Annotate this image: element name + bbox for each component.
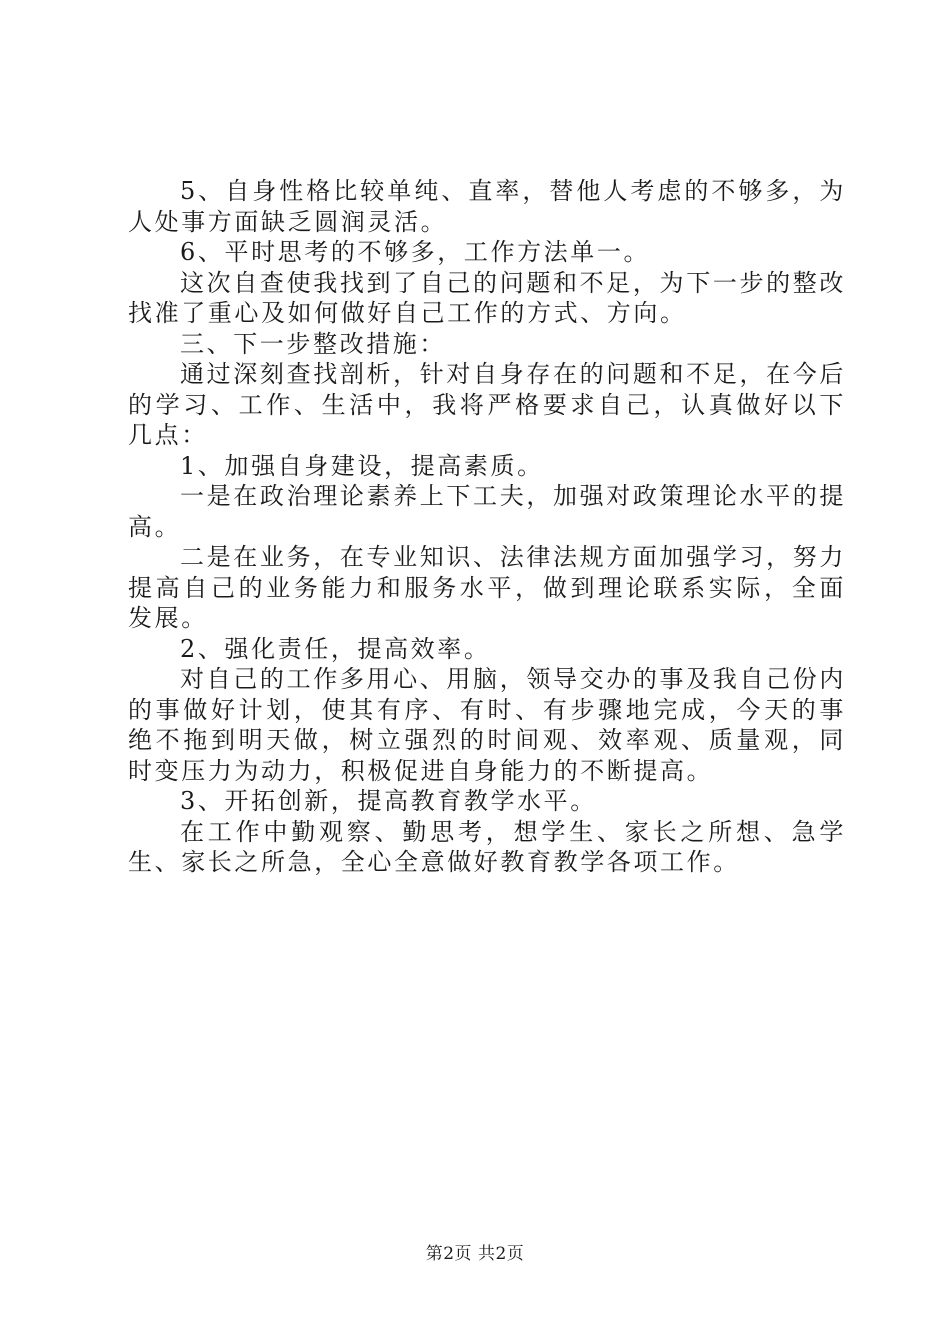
measure-heading-1: 1、加强自身建设，提高素质。: [180, 451, 544, 480]
paragraph-measure-1-b: 二是在业务，在专业知识、法律法规方面加强学习，努力提高自己的业务能力和服务水平，做到理论联系实际，全面发展。: [128, 543, 846, 632]
measure-heading-2: 2、强化责任，提高效率。: [180, 634, 491, 663]
paragraph-item-6: 6、平时思考的不够多，工作方法单一。: [180, 238, 651, 266]
paragraph-self-check-summary: 这次自查使我找到了自己的问题和不足，为下一步的整改找准了重心及如何做好自己工作的方式、方向。: [128, 268, 846, 327]
document-body: [128, 176, 846, 878]
paragraph-measure-1-a: 一是在政治理论素养上下工夫，加强对政策理论水平的提高。: [128, 482, 846, 541]
page-number-footer: 第2页 共2页: [425, 1244, 525, 1264]
section-heading-next-steps: 三、下一步整改措施：: [180, 329, 446, 358]
paragraph-measure-2: 对自己的工作多用心、用脑，领导交办的事及我自己份内的事做好计划，使其有序、有时、有步骤地完成，今天的事绝不拖到明天做，树立强烈的时间观、效率观、质量观，同时变压力为动力，积极促进自身能力的不断提高。: [128, 665, 846, 785]
paragraph-measure-3: 在工作中勤观察、勤思考，想学生、家长之所想、急学生、家长之所急，全心全意做好教育教学各项工作。: [128, 817, 846, 876]
paragraph-item-5: 5、自身性格比较单纯、直率，替他人考虑的不够多，为人处事方面缺乏圆润灵活。: [128, 177, 846, 236]
paragraph-next-steps-intro: 通过深刻查找剖析，针对自身存在的问题和不足，在今后的学习、工作、生活中，我将严格要求自己，认真做好以下几点：: [128, 360, 846, 449]
measure-heading-3: 3、开拓创新，提高教育教学水平。: [180, 787, 597, 815]
